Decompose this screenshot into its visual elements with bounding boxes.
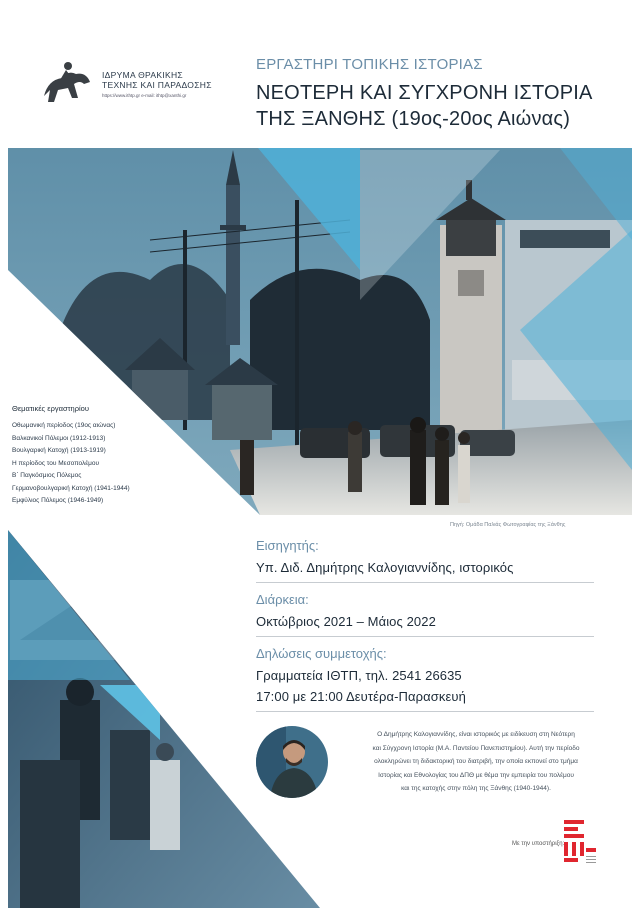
registration-contact: Γραμματεία ΙΘΤΠ, τηλ. 2541 26635 [256, 668, 462, 683]
sponsor-label: Με την υποστήριξη: [512, 841, 565, 847]
bio-line: και Σύγχρονη Ιστορία (Μ.Α. Παντείου Πανεπιστημίου). Αυτή την περίοδο [372, 744, 580, 752]
topic-item: Εμφύλιος Πόλεμος (1946-1949) [12, 497, 104, 504]
divider [256, 711, 594, 712]
registration-hours: 17:00 με 21:00 Δευτέρα-Παρασκευή [256, 689, 466, 704]
org-url: https://www.ithtp.gr e-mail: ithtp@xanthi.gr [102, 93, 187, 98]
divider [256, 582, 594, 583]
workshop-kicker: ΕΡΓΑΣΤΗΡΙ ΤΟΠΙΚΗΣ ΙΣΤΟΡΙΑΣ [256, 56, 483, 73]
topic-item: Οθωμανική περίοδος (19ος αιώνας) [12, 422, 116, 429]
bio-line: Ο Δημήτρης Καλογιαννίδης, είναι ιστορικός με ειδίκευση στη Νεότερη [377, 731, 575, 738]
duration-value: Οκτώβριος 2021 – Μάιος 2022 [256, 614, 436, 629]
topic-item: Η περίοδος του Μεσοπολέμου [12, 459, 100, 467]
topic-item: Βουλγαρική Κατοχή (1913-1919) [12, 447, 106, 454]
topic-item: Βαλκανικοί Πόλεμοι (1912-1913) [12, 434, 106, 442]
duration-label: Διάρκεια: [256, 592, 309, 607]
speaker-value: Υπ. Διδ. Δημήτρης Καλογιαννίδης, ιστορικός [256, 560, 514, 575]
speaker-bio [336, 728, 616, 796]
topic-item: Β΄ Παγκόσμιος Πόλεμος [12, 472, 82, 479]
photo-credit: Πηγή: Ομάδα Παλιάς Φωτογραφίας της Ξάνθης [450, 522, 566, 528]
registration-label: Δηλώσεις συμμετοχής: [256, 646, 387, 661]
municipality-logo-icon [560, 818, 600, 873]
title-line2: ΤΗΣ ΞΑΝΘΗΣ (19ος-20ος Αιώνας) [256, 108, 571, 130]
bio-line: ολοκληρώνει τη διδακτορική του διατριβή, την οποία εκπονεί στο τμήμα [374, 758, 578, 765]
divider [256, 636, 594, 637]
title-line1: ΝΕΟΤΕΡΗ ΚΑΙ ΣΥΓΧΡΟΝΗ ΙΣΤΟΡΙΑ [256, 82, 593, 104]
topic-item: Γερμανοβουλγαρική Κατοχή (1941-1944) [12, 484, 130, 492]
org-name [102, 70, 212, 90]
speaker-portrait [256, 726, 328, 798]
org-name-line1: ΙΔΡΥΜΑ ΘΡΑΚΙΚΗΣ [102, 70, 183, 80]
speaker-label: Εισηγητής: [256, 538, 319, 553]
org-logo [38, 58, 228, 118]
org-name-line2: ΤΕΧΝΗΣ ΚΑΙ ΠΑΡΑΔΟΣΗΣ [102, 80, 212, 90]
sponsor-logo [560, 818, 600, 873]
bio-line: και της κατοχής στην πόλη της Ξάνθης (1940-1944). [401, 785, 551, 792]
horseman-icon [38, 58, 98, 108]
topics-heading: Θεματικές εργαστηρίου [12, 404, 89, 413]
topics-list [12, 404, 212, 508]
bio-line: Ιστορίας και Εθνολογίας του ΔΠΘ με θέμα την εμπειρία του πολέμου [378, 771, 574, 779]
